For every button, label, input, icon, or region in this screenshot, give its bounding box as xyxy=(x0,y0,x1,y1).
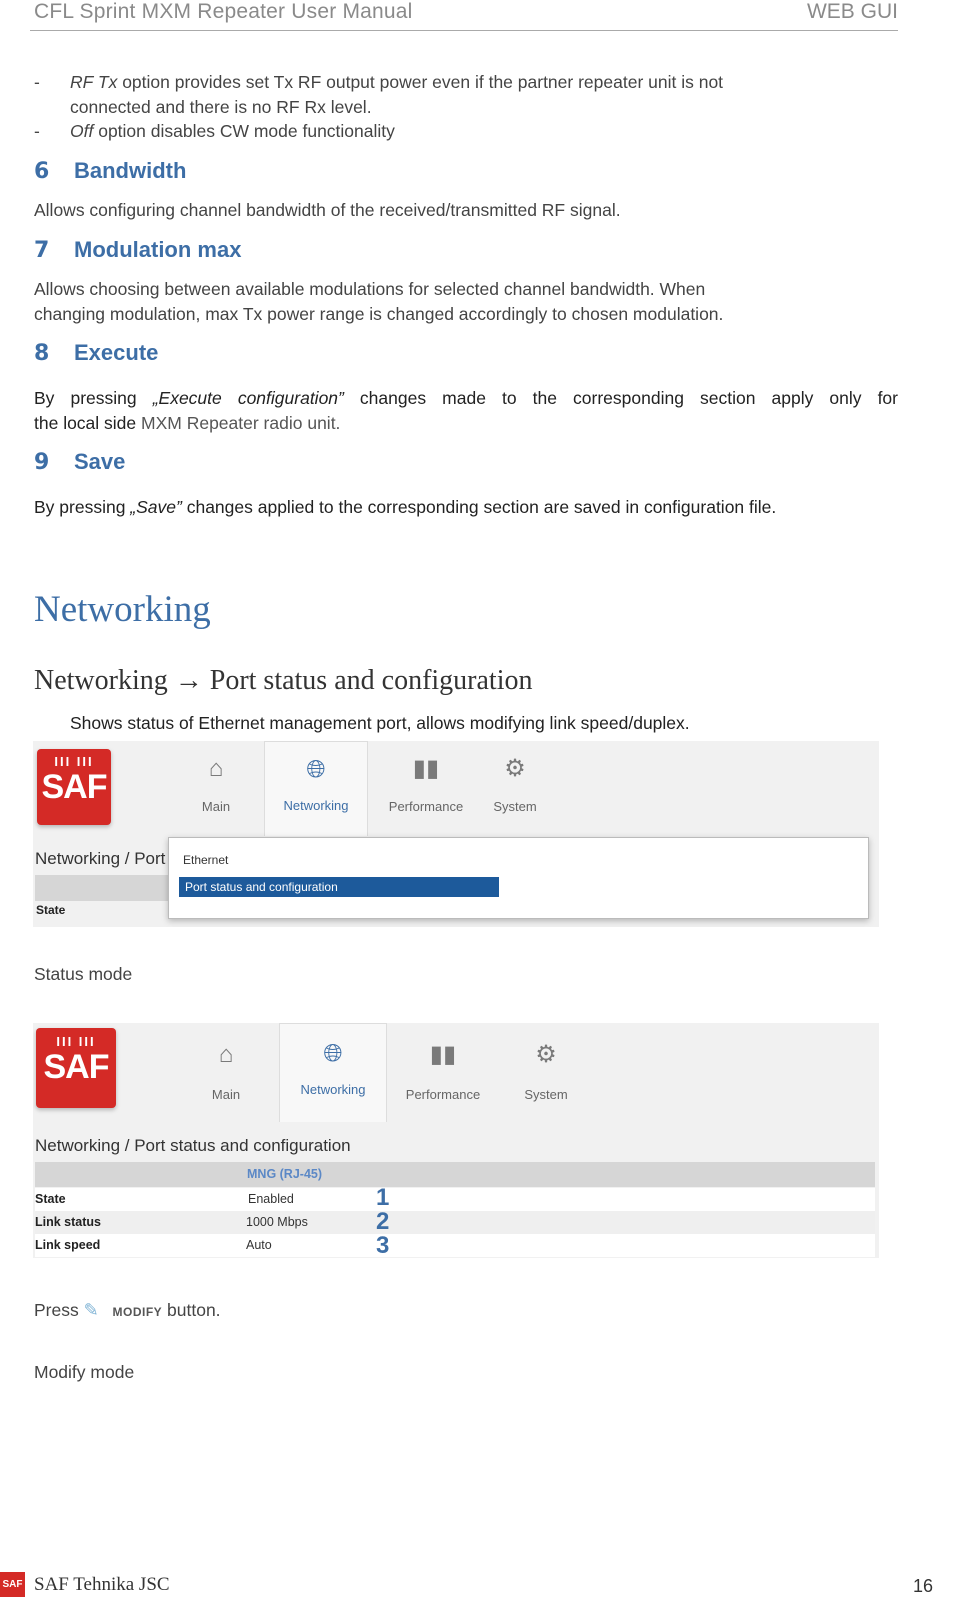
bar-chart-icon: ▮▮ xyxy=(429,1041,457,1068)
bullet-text-cont: connected and there is no RF Rx level. xyxy=(70,97,372,117)
nav-system[interactable] xyxy=(513,1041,579,1121)
body-emphasis: „Save” xyxy=(130,497,182,517)
section-bandwidth-body: Allows configuring channel bandwidth of the received/transmitted RF signal. xyxy=(34,200,621,220)
bullet-dash: - xyxy=(34,121,40,141)
nav-networking[interactable] xyxy=(279,1023,387,1122)
modify-button[interactable]: MODIFY xyxy=(112,1305,163,1319)
pencil-icon: ✎ xyxy=(83,1300,99,1320)
gear-icon: ⚙ xyxy=(504,755,526,782)
table-row-state xyxy=(35,1188,875,1211)
nav-performance[interactable] xyxy=(376,755,476,835)
bar-chart-icon: ▮▮ xyxy=(412,755,440,782)
menu-item-port-status[interactable]: Port status and configuration xyxy=(179,877,499,897)
networking-subtitle: Networking → Port status and configuration xyxy=(34,665,533,696)
logo-word: SAF xyxy=(43,1048,109,1086)
saf-logo xyxy=(37,749,111,825)
body-text: changes applied to the corresponding section are saved in configuration file. xyxy=(181,497,777,517)
row-value: Enabled xyxy=(248,1192,294,1206)
nav-label: System xyxy=(524,1087,568,1102)
section-execute-body xyxy=(34,386,898,436)
nav-label: Performance xyxy=(405,1087,481,1102)
nav-label: Main xyxy=(211,1087,241,1102)
status-mode-label: Status mode xyxy=(34,964,133,984)
nav-main[interactable] xyxy=(193,1041,259,1121)
bullet-dash: - xyxy=(34,72,40,92)
callout-3: 3 xyxy=(376,1232,390,1258)
section-bandwidth-heading xyxy=(34,158,186,184)
row-label: State xyxy=(35,1192,66,1206)
bullet-text: option disables CW mode functionality xyxy=(93,121,395,141)
bullet-off xyxy=(34,119,894,144)
section-title: Modulation max xyxy=(74,237,242,262)
home-icon: ⌂ xyxy=(218,1041,234,1068)
body-line: Allows choosing between available modulations for selected channel bandwidth. When xyxy=(34,279,706,299)
section-save-heading xyxy=(34,449,125,475)
row-label: Link status xyxy=(35,1215,101,1229)
body-text: MXM Repeater radio unit. xyxy=(136,413,341,433)
section-modulation-heading xyxy=(34,237,241,263)
press-modify-text xyxy=(34,1298,221,1325)
body-text: changes made to the corresponding section apply only for xyxy=(343,388,898,408)
nav-performance[interactable] xyxy=(393,1041,493,1121)
networking-title: Networking xyxy=(34,589,211,630)
logo-bars: III III xyxy=(56,1034,96,1049)
press-text: button. xyxy=(167,1300,221,1320)
table-row-link-speed xyxy=(35,1234,875,1257)
gear-icon: ⚙ xyxy=(535,1041,557,1068)
section-modulation-body xyxy=(34,277,914,327)
body-text: By pressing xyxy=(34,497,131,517)
header-divider xyxy=(30,30,898,31)
bullet-term: RF Tx xyxy=(70,72,118,92)
nav-system[interactable] xyxy=(483,755,547,835)
screenshot-menu xyxy=(33,741,879,927)
nav-label: System xyxy=(493,799,537,814)
nav-label: Main xyxy=(201,799,231,814)
menu-header-ethernet: Ethernet xyxy=(183,853,229,867)
globe-icon: 🌐︎ xyxy=(306,756,326,783)
section-number: 9 xyxy=(34,450,50,475)
networking-dropdown xyxy=(168,837,869,919)
table-header xyxy=(35,875,175,901)
callout-2: 2 xyxy=(376,1208,390,1235)
doc-title: CFL Sprint MXM Repeater User Manual xyxy=(34,0,413,23)
footer-saf-logo: SAF xyxy=(0,1572,25,1597)
body-text: the local side xyxy=(34,413,137,433)
logo-word: SAF xyxy=(41,768,107,806)
section-number: 6 xyxy=(34,159,50,184)
nav-label: Performance xyxy=(388,799,464,814)
body-text: By pressing xyxy=(34,388,153,408)
bullet-rf-tx xyxy=(34,70,894,120)
section-number: 7 xyxy=(34,238,50,263)
doc-section: WEB GUI xyxy=(806,0,898,23)
row-value: Auto xyxy=(246,1238,272,1252)
footer-company: SAF Tehnika JSC xyxy=(34,1574,170,1595)
modify-mode-label: Modify mode xyxy=(34,1362,135,1382)
section-number: 8 xyxy=(34,341,50,366)
nav-networking[interactable] xyxy=(264,741,368,836)
row-label: Link speed xyxy=(35,1238,101,1252)
table-header xyxy=(35,1162,875,1187)
globe-icon: 🌐︎ xyxy=(323,1040,343,1067)
section-execute-heading xyxy=(34,340,158,366)
screenshot-status xyxy=(33,1023,879,1258)
nav-label: Networking xyxy=(283,798,349,813)
bullet-term: Off xyxy=(70,121,94,141)
saf-logo xyxy=(36,1028,116,1108)
networking-description: Shows status of Ethernet management port, allows modifying link speed/duplex. xyxy=(70,713,690,733)
state-label: State xyxy=(36,903,66,917)
nav-label: Networking xyxy=(300,1082,366,1097)
body-emphasis: „Execute configuration” xyxy=(152,388,344,408)
logo-bars: III III xyxy=(54,754,94,769)
section-title: Save xyxy=(74,449,126,474)
column-mng: MNG (RJ-45) xyxy=(247,1167,323,1181)
bullet-text: option provides set Tx RF output power even if the partner repeater unit is not xyxy=(117,72,724,92)
breadcrumb: Networking / Port xyxy=(35,849,166,868)
home-icon: ⌂ xyxy=(208,755,224,782)
breadcrumb: Networking / Port status and configuration xyxy=(35,1136,351,1155)
nav-main[interactable] xyxy=(183,755,249,835)
body-line: changing modulation, max Tx power range is changed accordingly to chosen modulation. xyxy=(34,304,724,324)
table-row-link-status xyxy=(35,1211,875,1234)
section-title: Bandwidth xyxy=(74,158,187,183)
press-text: Press xyxy=(34,1300,79,1320)
section-title: Execute xyxy=(74,340,159,365)
page-number: 16 xyxy=(913,1576,934,1596)
section-save-body xyxy=(34,495,776,520)
row-value: 1000 Mbps xyxy=(246,1215,308,1229)
callout-1: 1 xyxy=(376,1184,390,1211)
